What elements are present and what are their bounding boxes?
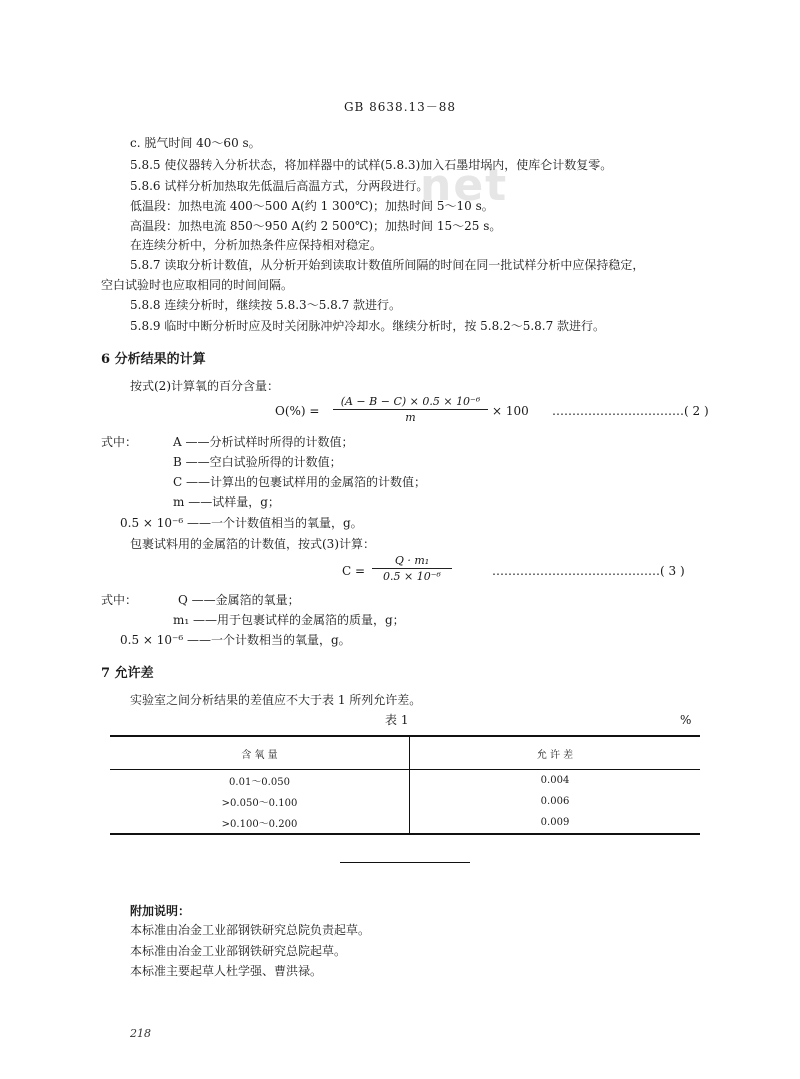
clause-5-8-9: 5.8.9 临时中断分析时应及时关闭脉冲炉冷却水。继续分析时，按 5.8.2～5.8.7 款进行。 xyxy=(130,319,606,333)
def-c: C ——计算出的包裹试样用的金属箔的计数值； xyxy=(173,475,426,489)
separator-line xyxy=(340,862,470,863)
clause-5-8-7: 5.8.7 读取分析计数值，从分析开始到读取计数值所间隔的时间在同一批试样分析中应保持稳定， xyxy=(130,258,645,272)
def-m1: m₁ ——用于包裹试样的金属箔的质量，g； xyxy=(173,613,405,627)
appendix-title: 附加说明： xyxy=(130,904,191,918)
eq3-fraction-bar xyxy=(372,568,452,569)
eq2-left: O(%) = xyxy=(275,404,320,418)
section-6-intro: 按式(2)计算氧的百分含量： xyxy=(130,379,279,393)
eq2-number: ……………………………( 2 ) xyxy=(552,404,709,418)
table-cell: >0.050～0.100 xyxy=(110,791,410,812)
table-title: 表 1 xyxy=(385,713,409,727)
table-row xyxy=(110,770,700,792)
tolerance-table xyxy=(110,735,700,835)
eq2-fraction xyxy=(333,395,488,424)
table-cell: 0.004 xyxy=(540,775,570,786)
continuous-analysis-note: 在连续分析中，分析加热条件应保持相对稳定。 xyxy=(130,238,383,252)
table-cell: 0.006 xyxy=(540,796,570,807)
table-row xyxy=(110,791,700,812)
eq2-right: × 100 xyxy=(492,404,529,418)
eq2-fraction-bar xyxy=(333,409,488,410)
col-oxygen-content: 含 氧 量 xyxy=(110,736,410,770)
appendix-line: 本标准由冶金工业部钢铁研究总院起草。 xyxy=(130,944,347,958)
eq3-fraction xyxy=(372,554,452,583)
eq3-numerator: Q · m₁ xyxy=(394,554,430,567)
section-7-intro: 实验室之间分析结果的差值应不大于表 1 所列允许差。 xyxy=(130,693,422,707)
clause-5-8-8: 5.8.8 连续分析时，继续按 5.8.3～5.8.7 款进行。 xyxy=(130,298,402,312)
table-cell: 0.01～0.050 xyxy=(110,770,410,792)
clause-5-8-6: 5.8.6 试样分析加热取先低温后高温方式，分两段进行。 xyxy=(130,179,429,193)
appendix-line: 本标准由冶金工业部钢铁研究总院负责起草。 xyxy=(130,923,371,937)
table-unit: % xyxy=(680,713,692,727)
low-temp-stage: 低温段：加热电流 400～500 A(约 1 300℃)；加热时间 5～10 s。 xyxy=(130,199,494,213)
table-cell: 0.009 xyxy=(410,812,701,834)
item-c-degas: c. 脱气时间 40～60 s。 xyxy=(130,136,261,150)
where3-label: 式中： xyxy=(101,593,138,607)
def-a: A ——分析试样时所得的计数值； xyxy=(173,435,354,449)
eq3-number: ……………………………………( 3 ) xyxy=(492,564,685,578)
section-7-title: 7 允许差 xyxy=(101,666,154,681)
high-temp-stage: 高温段：加热电流 850～950 A(约 2 500℃)；加热时间 15～25 s。 xyxy=(130,219,502,233)
def3-constant: 0.5 × 10⁻⁶ ——一个计数相当的氧量，g。 xyxy=(120,633,351,647)
def-b: B ——空白试验所得的计数值； xyxy=(173,455,342,469)
page-header: GB 8638.13－88 xyxy=(343,100,457,114)
eq2-denominator: m xyxy=(405,411,416,424)
where-label: 式中： xyxy=(101,435,138,449)
def-constant: 0.5 × 10⁻⁶ ——一个计数值相当的氧量，g。 xyxy=(120,516,363,530)
section-6-title: 6 分析结果的计算 xyxy=(101,352,206,367)
def-q: Q ——金属箔的氧量； xyxy=(178,593,300,607)
clause-5-8-5: 5.8.5 使仪器转入分析状态，将加样器中的试样(5.8.3)加入石墨坩埚内，使库仑计数复零。 xyxy=(130,158,613,172)
eq2-numerator: (A − B − C) × 0.5 × 10⁻⁶ xyxy=(340,395,481,408)
col-tolerance: 允 许 差 xyxy=(410,736,701,770)
watermark-logo: net xyxy=(420,160,509,211)
def-m: m ——试样量，g； xyxy=(173,495,280,509)
table-cell: >0.100～0.200 xyxy=(110,812,410,834)
table-header-row xyxy=(110,736,700,770)
clause-5-8-7-cont: 空白试验时也应取相同的时间间隔。 xyxy=(101,278,294,292)
appendix-line: 本标准主要起草人杜学强、曹洪禄。 xyxy=(130,964,323,978)
page-number: 218 xyxy=(130,1027,151,1040)
table-row xyxy=(110,812,700,834)
eq3-left: C = xyxy=(342,564,366,578)
eq3-denominator: 0.5 × 10⁻⁶ xyxy=(383,570,441,583)
eq3-intro: 包裹试料用的金属箔的计数值，按式(3)计算： xyxy=(130,537,375,551)
